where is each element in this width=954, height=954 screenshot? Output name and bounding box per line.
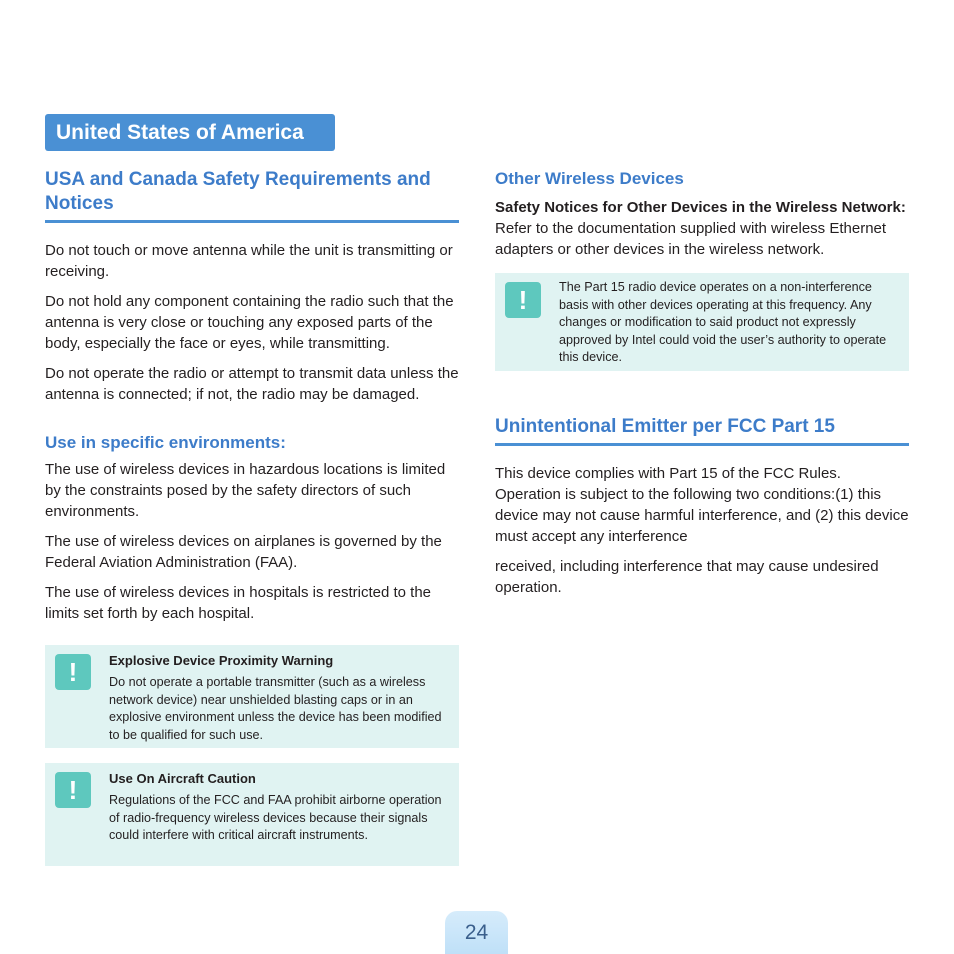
paragraph-antenna-connected: Do not operate the radio or attempt to transmit data unless the antenna is connected; if not, the radio may be damaged. [45, 365, 459, 403]
paragraph-hazardous-locations: The use of wireless devices in hazardous locations is limited by the constraints posed by the safety directors of such environments. [45, 461, 446, 520]
paragraph-hospitals: The use of wireless devices in hospitals is restricted to the limits set forth by each hospital. [45, 584, 432, 622]
other-wireless-heading: Other Wireless Devices [495, 169, 684, 188]
paragraph-fcc-compliance: This device complies with Part 15 of the FCC Rules. Operation is subject to the following two conditions:(1) this device may not cause harmful interference, and (2) this device must accept any interference [495, 465, 909, 545]
note-icon: ! [505, 282, 541, 318]
explosive-warning-box [45, 645, 459, 748]
paragraph-antenna-touch: Do not touch or move antenna while the unit is transmitting or receiving. [45, 242, 453, 280]
note-text: The Part 15 radio device operates on a non-interference basis with other devices operating at this frequency. Any changes or modification to said product not expressly approved by Intel could void the user’s authority to operate this device. [559, 280, 887, 364]
right-column [495, 168, 909, 598]
page-number: 24 [445, 911, 508, 954]
left-column [45, 168, 459, 866]
caution-text: Regulations of the FCC and FAA prohibit airborne operation of radio-frequency wireless devices because their signals could interfere with critical aircraft instruments. [109, 793, 442, 842]
part15-note-box [495, 273, 909, 371]
environments-heading: Use in specific environments: [45, 433, 286, 452]
warning-title: Explosive Device Proximity Warning [109, 653, 334, 668]
aircraft-caution-box [45, 763, 459, 866]
fcc-heading: Unintentional Emitter per FCC Part 15 [495, 415, 909, 446]
paragraph-fcc-interference: received, including interference that may cause undesired operation. [495, 558, 879, 596]
warning-text: Do not operate a portable transmitter (such as a wireless network device) near unshielded blasting caps or in an explosive environment unless the device has been modified to be qualified for such use. [109, 675, 442, 742]
other-devices-bold-label: Safety Notices for Other Devices in the Wireless Network: [495, 199, 906, 216]
paragraph-airplanes: The use of wireless devices on airplanes is governed by the Federal Aviation Administration (FAA). [45, 533, 442, 571]
usa-canada-heading: USA and Canada Safety Requirements and Notices [45, 168, 459, 223]
paragraph-other-devices [495, 197, 909, 260]
warning-icon: ! [55, 654, 91, 690]
caution-title: Use On Aircraft Caution [109, 771, 256, 786]
caution-icon: ! [55, 772, 91, 808]
other-devices-text: Refer to the documentation supplied with wireless Ethernet adapters or other devices in the wireless network. [495, 220, 887, 258]
section-banner: United States of America [45, 114, 335, 151]
paragraph-component-hold: Do not hold any component containing the radio such that the antenna is very close or touching any exposed parts of the body, especially the face or eyes, while transmitting. [45, 293, 454, 352]
